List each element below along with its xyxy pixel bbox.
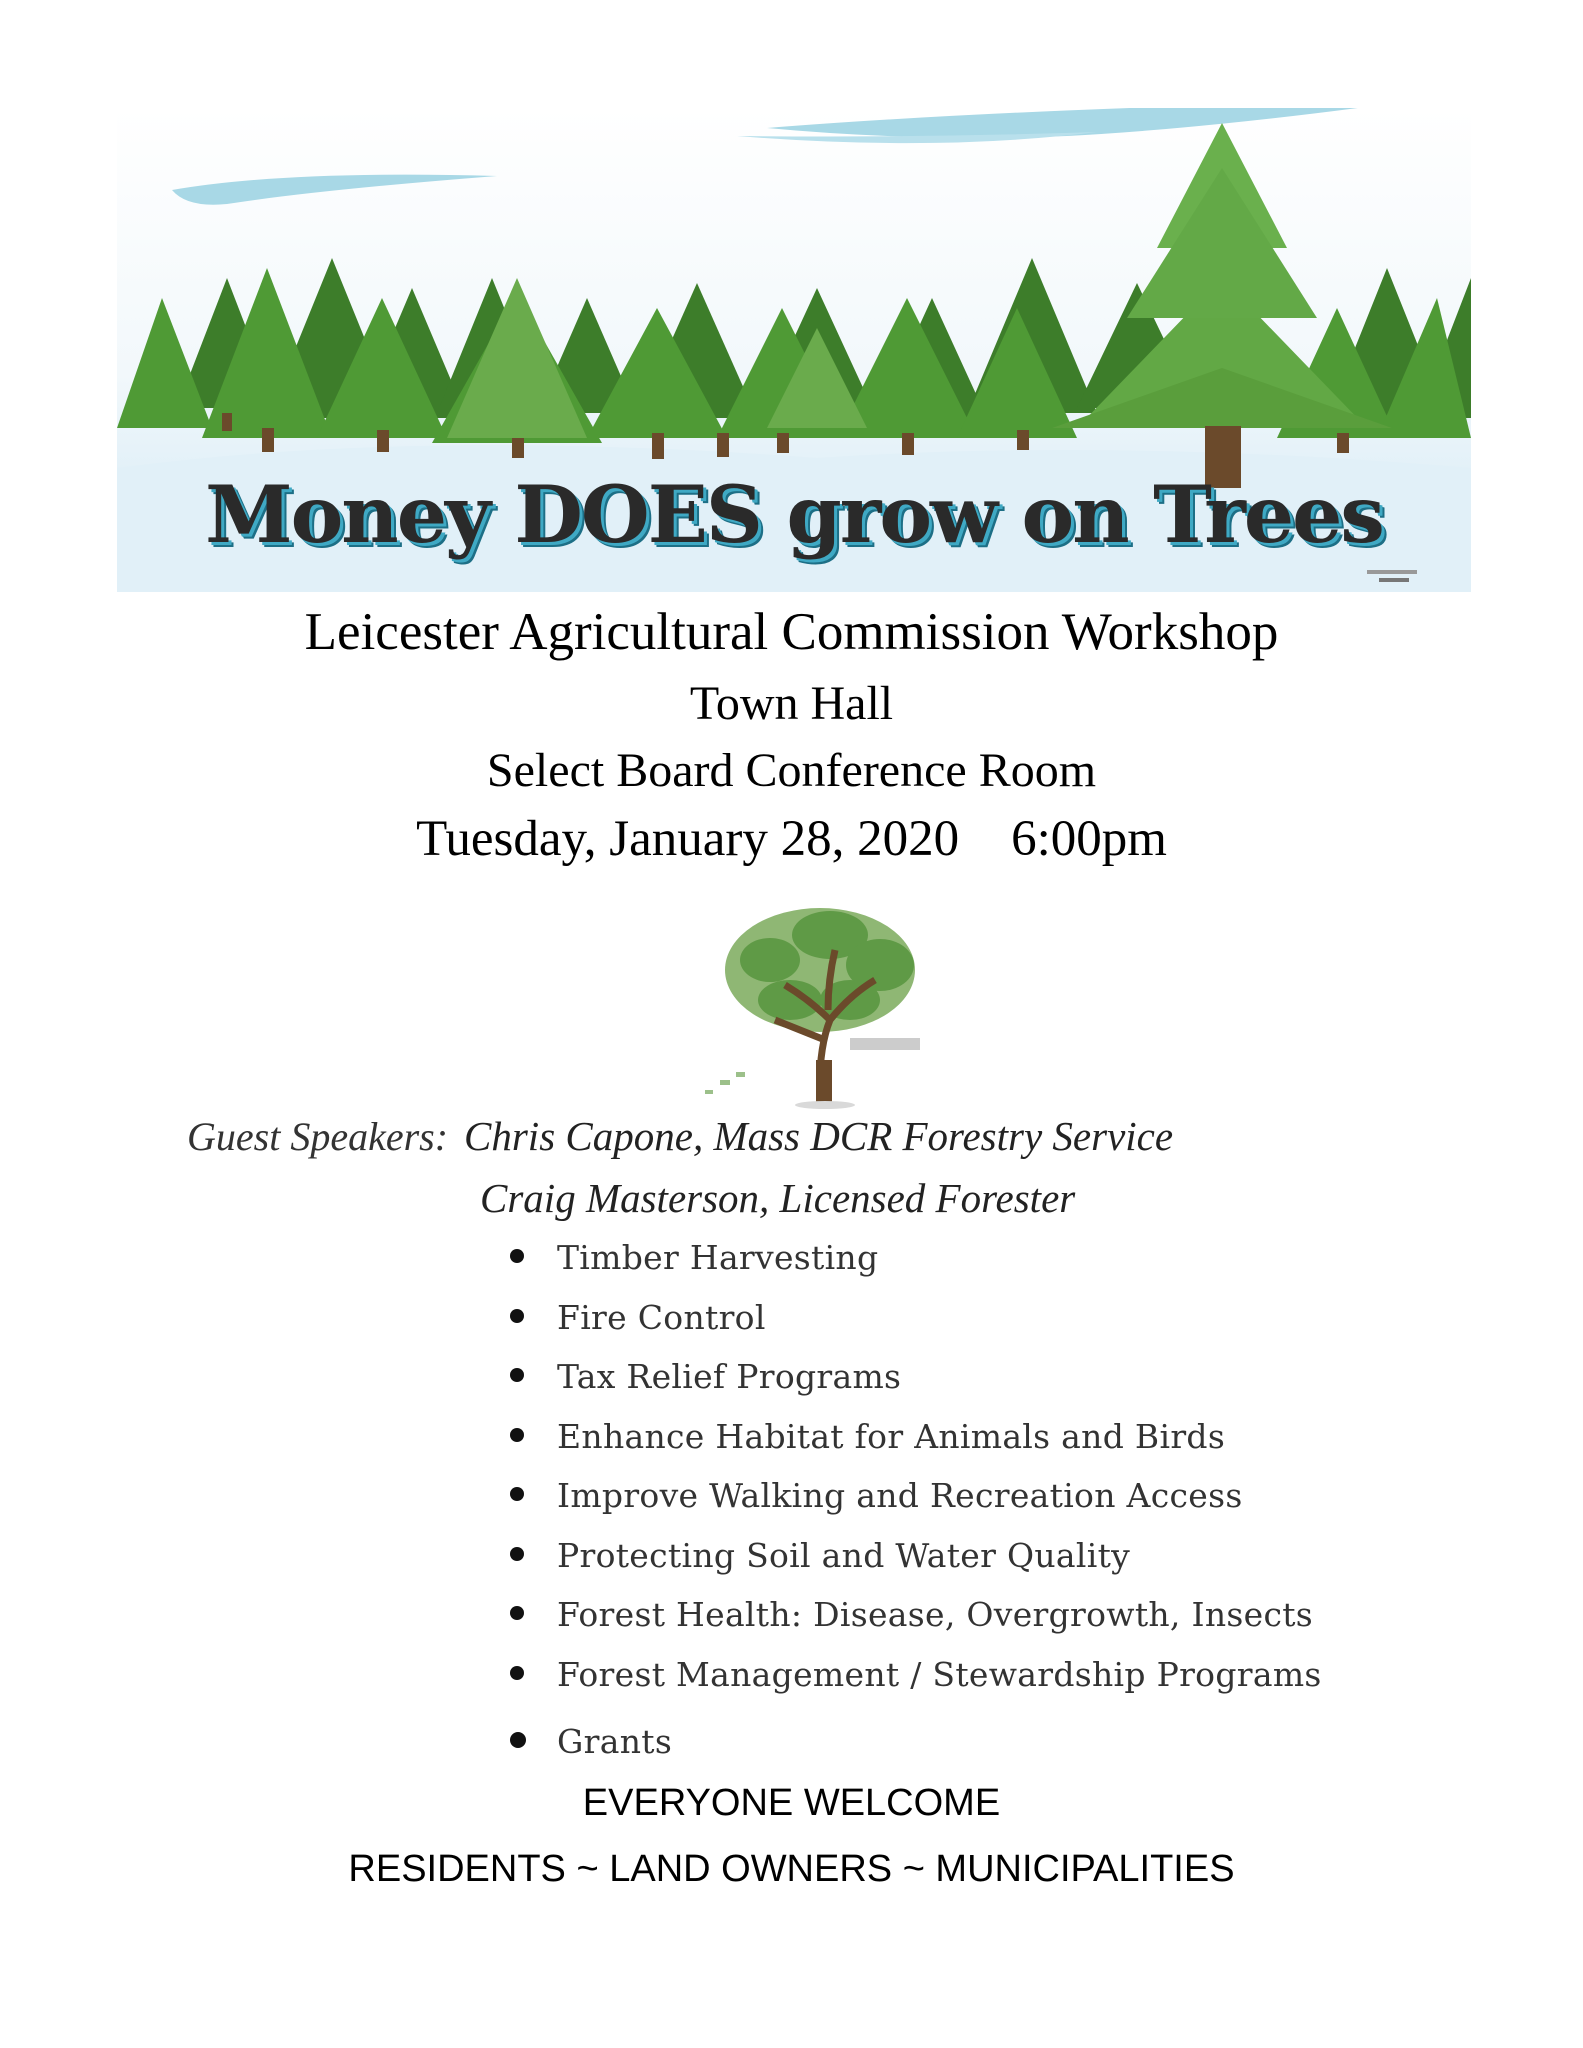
event-venue: Town Hall — [689, 677, 894, 730]
banner-title: Money DOES grow on Trees — [205, 468, 1383, 561]
event-time: 6:00pm — [1011, 811, 1167, 867]
topic-text: Protecting Soil and Water Quality — [557, 1535, 1131, 1575]
topic-text: Forest Health: Disease, Overgrowth, Insects — [557, 1595, 1314, 1634]
guest-speakers — [187, 1112, 1174, 1160]
topic-text: Fire Control — [557, 1297, 766, 1337]
event-date: Tuesday, January 28, 2020 — [416, 811, 960, 867]
bullet-icon — [510, 1249, 524, 1263]
topic-text: Grants — [557, 1722, 673, 1761]
topic-text: Improve Walking and Recreation Access — [557, 1476, 1243, 1515]
bullet-icon — [510, 1428, 524, 1442]
bullet-icon — [510, 1732, 526, 1748]
topic-text: Timber Harvesting — [557, 1238, 879, 1277]
bullet-icon — [510, 1606, 524, 1620]
speaker-name: Chris Capone, Mass DCR Forestry Service — [464, 1113, 1174, 1159]
bullet-icon — [510, 1666, 524, 1680]
banner-illustration — [117, 108, 1471, 592]
event-title: Leicester Agricultural Commission Workshop — [304, 603, 1279, 661]
guest-speakers-label: Guest Speakers: — [187, 1114, 449, 1159]
bullet-icon — [510, 1309, 524, 1323]
bullet-icon — [510, 1547, 524, 1561]
event-datetime — [0, 810, 1583, 868]
audience-text: RESIDENTS ~ LAND OWNERS ~ MUNICIPALITIES — [348, 1848, 1235, 1890]
welcome-text: EVERYONE WELCOME — [582, 1782, 1001, 1824]
event-room: Select Board Conference Room — [486, 744, 1097, 797]
bullet-icon — [510, 1368, 524, 1382]
speaker-name: Craig Masterson, Licensed Forester — [480, 1175, 1076, 1221]
topic-text: Enhance Habitat for Animals and Birds — [557, 1416, 1226, 1456]
topic-text: Forest Management / Stewardship Programs — [557, 1654, 1322, 1694]
bullet-icon — [510, 1487, 524, 1501]
money-tree-illustration — [700, 900, 960, 1110]
topic-text: Tax Relief Programs — [557, 1357, 902, 1396]
